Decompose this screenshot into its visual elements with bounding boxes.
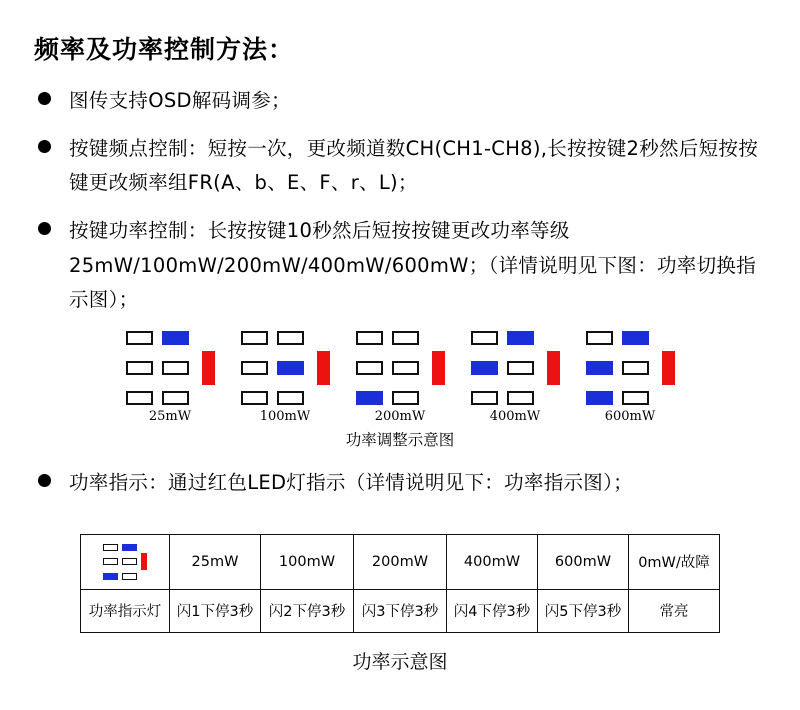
list-item xyxy=(30,132,770,200)
led-indicator xyxy=(122,558,137,565)
bullet-text: 按键频点控制：短按一次，更改频道数CH(CH1-CH8),长按按键2秒然后短按按键更改频率组FR(A、b、E、F、r、L)； xyxy=(69,137,759,195)
led-indicator xyxy=(392,331,419,345)
led-group-25mw xyxy=(126,331,215,424)
bullet-text: 功率指示：通过红色LED灯指示（详情说明见下：功率指示图）； xyxy=(69,470,633,494)
table-cell: 常亮 xyxy=(629,589,720,632)
led-power-indicator xyxy=(432,351,445,385)
list-item xyxy=(30,84,770,118)
led-indicator xyxy=(277,331,304,345)
bullet-dot-icon xyxy=(38,92,51,105)
led-indicator xyxy=(241,331,268,345)
table-cell: 闪1下停3秒 xyxy=(170,589,261,632)
led-power-indicator xyxy=(317,351,330,385)
led-indicator xyxy=(471,361,498,375)
table-cell: 闪4下停3秒 xyxy=(447,589,538,632)
table-header-cell: 100mW xyxy=(261,534,354,589)
led-indicator xyxy=(122,573,137,580)
power-table-caption: 功率示意图 xyxy=(352,650,448,673)
led-left-column xyxy=(586,331,613,405)
led-indicator xyxy=(277,361,304,375)
led-indicator xyxy=(103,544,118,551)
led-body xyxy=(241,331,330,405)
table-cell: 闪5下停3秒 xyxy=(538,589,629,632)
led-group-label: 100mW xyxy=(259,408,311,424)
led-indicator xyxy=(103,573,118,580)
led-indicator xyxy=(162,391,189,405)
led-indicator xyxy=(586,331,613,345)
led-group-label: 400mW xyxy=(489,408,541,424)
power-table-wrap xyxy=(30,534,770,633)
table-header-cell: 200mW xyxy=(354,534,447,589)
led-indicator xyxy=(241,361,268,375)
instruction-list-secondary xyxy=(30,466,770,500)
table-header-cell: 600mW xyxy=(538,534,629,589)
led-group-100mw xyxy=(241,331,330,424)
led-center-column xyxy=(162,331,189,405)
bullet-dot-icon xyxy=(38,222,51,235)
power-indicator-table xyxy=(80,534,720,633)
led-body xyxy=(126,331,215,405)
mini-led-icon xyxy=(87,543,163,581)
table-header-cell: 0mW/故障 xyxy=(629,534,720,589)
led-indicator xyxy=(126,331,153,345)
led-center-column xyxy=(392,331,419,405)
bullet-dot-icon xyxy=(38,474,51,487)
led-indicator xyxy=(162,361,189,375)
led-indicator xyxy=(622,361,649,375)
led-indicator xyxy=(507,391,534,405)
led-group-600mw xyxy=(586,331,675,424)
led-indicator xyxy=(162,331,189,345)
instruction-list xyxy=(30,84,770,317)
led-group-200mw xyxy=(356,331,445,424)
table-row xyxy=(81,589,720,632)
led-indicator xyxy=(277,391,304,405)
led-power-indicator xyxy=(547,351,560,385)
led-indicator xyxy=(103,558,118,565)
led-indicator xyxy=(471,391,498,405)
led-group-label: 600mW xyxy=(604,408,656,424)
led-indicator xyxy=(122,544,137,551)
led-group-400mw xyxy=(471,331,560,424)
mini-center-column xyxy=(122,544,137,580)
led-group-label: 25mW xyxy=(148,408,192,424)
led-center-column xyxy=(622,331,649,405)
led-group-label: 200mW xyxy=(374,408,426,424)
led-indicator xyxy=(241,391,268,405)
table-header-cell: 25mW xyxy=(170,534,261,589)
led-center-column xyxy=(507,331,534,405)
led-indicator xyxy=(586,361,613,375)
led-left-column xyxy=(471,331,498,405)
led-indicator xyxy=(126,391,153,405)
led-body xyxy=(586,331,675,405)
led-indicator xyxy=(392,391,419,405)
led-indicator xyxy=(586,391,613,405)
power-led-diagram xyxy=(30,331,770,424)
list-item xyxy=(30,214,770,316)
led-indicator xyxy=(622,391,649,405)
led-diagram-caption: 功率调整示意图 xyxy=(345,430,455,449)
led-indicator xyxy=(356,331,383,345)
table-cell: 闪3下停3秒 xyxy=(354,589,447,632)
led-center-column xyxy=(277,331,304,405)
list-item xyxy=(30,466,770,500)
led-icon-cell xyxy=(81,534,170,589)
led-indicator xyxy=(392,361,419,375)
led-indicator xyxy=(471,331,498,345)
bullet-text: 按键功率控制：长按按键10秒然后短按按键更改功率等级25mW/100mW/200mW/400mW/600mW；（详情说明见下图：功率切换指示图）； xyxy=(69,219,757,311)
led-body xyxy=(471,331,560,405)
bullet-text: 图传支持OSD解码调参； xyxy=(69,89,291,112)
led-power-indicator xyxy=(202,351,215,385)
led-left-column xyxy=(126,331,153,405)
led-indicator xyxy=(356,391,383,405)
table-cell: 闪2下停3秒 xyxy=(261,589,354,632)
page-title: 频率及功率控制方法： xyxy=(34,35,295,64)
led-left-column xyxy=(241,331,268,405)
table-row xyxy=(81,534,720,589)
led-indicator xyxy=(507,361,534,375)
bullet-dot-icon xyxy=(38,140,51,153)
table-row-label: 功率指示灯 xyxy=(81,589,170,632)
mini-left-column xyxy=(103,544,118,580)
led-power-indicator xyxy=(141,553,147,570)
led-indicator xyxy=(507,331,534,345)
led-indicator xyxy=(622,331,649,345)
led-indicator xyxy=(126,361,153,375)
led-power-indicator xyxy=(662,351,675,385)
led-indicator xyxy=(356,361,383,375)
table-header-cell: 400mW xyxy=(447,534,538,589)
led-body xyxy=(356,331,445,405)
led-left-column xyxy=(356,331,383,405)
